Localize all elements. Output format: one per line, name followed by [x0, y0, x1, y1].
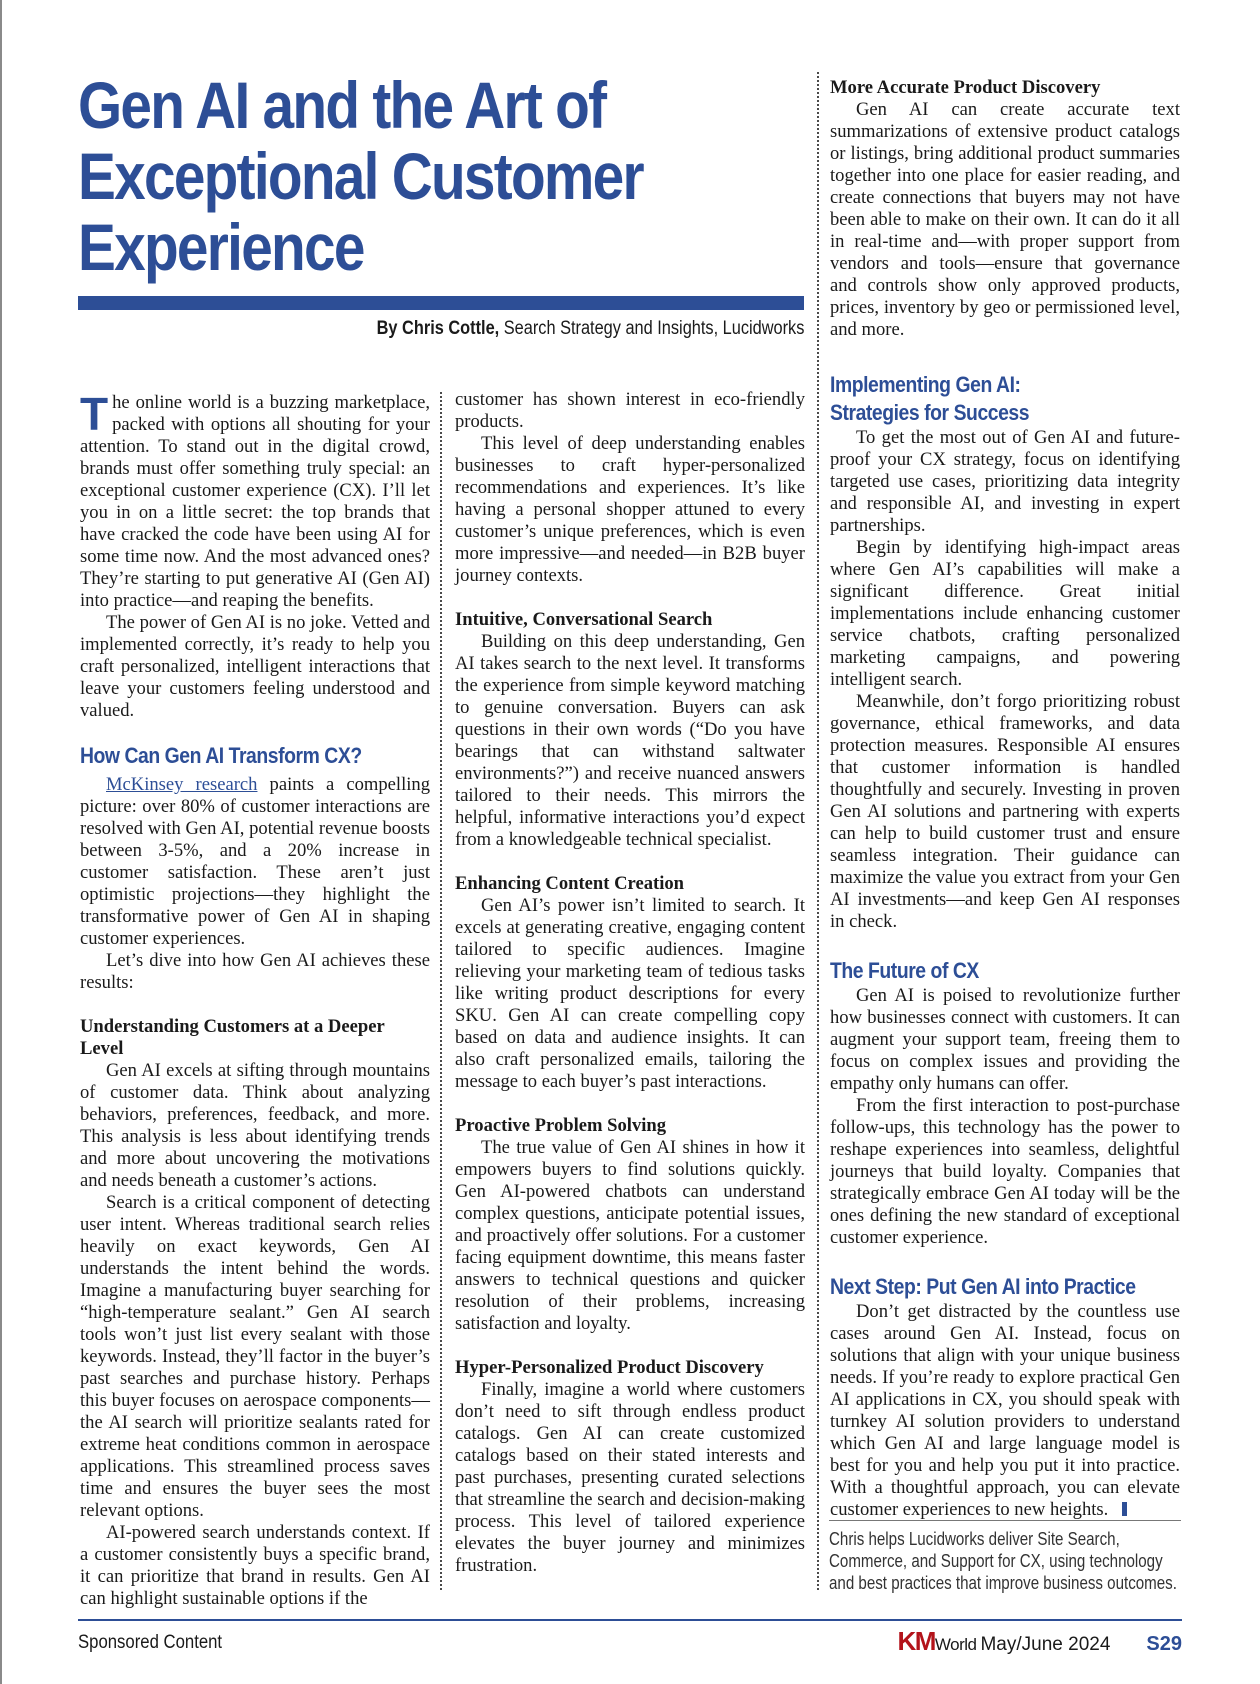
subhead-accurate: More Accurate Product Discovery	[830, 77, 1101, 98]
column-divider-2	[817, 72, 819, 1590]
article-title	[78, 70, 714, 283]
implementing-paragraph-1: To get the most out of Gen AI and future-proof your CX strategy, focus on identifying targeted use cases, prioritizing data integrity and responsible AI, and investing in expert partnerships.	[830, 427, 1180, 536]
accurate-paragraph: Gen AI can create accurate text summarizations of extensive product catalogs or listings, bring additional product summaries together into one place for easier reading, and create connections that buyers may not have been able to make on their own. It can do it all in real-time and—with proper support from vendors and tools—ensure that governance and controls show only approved products, prices, inventory by geo or permissioned level, and more.	[830, 99, 1180, 340]
future-paragraph-2: From the first interaction to post-purchase follow-ups, this technology has the power to reshape experiences into seamless, delightful journeys that build loyalty. Companies that strategically embrace Gen AI today will be the ones defining the new standard of exceptional customer experience.	[830, 1095, 1180, 1248]
subhead-understanding: Understanding Customers at a Deeper Level	[80, 1016, 385, 1059]
column-3	[830, 77, 1180, 1521]
heading-implementing-1: Implementing Gen AI:	[830, 372, 1021, 397]
column-divider-1	[440, 392, 442, 1590]
byline-role: Search Strategy and Insights, Lucidworks	[503, 318, 804, 339]
byline-author: By Chris Cottle,	[376, 318, 499, 339]
understanding-paragraph-2: Search is a critical component of detecting user intent. Whereas traditional search relies heavily on exact keywords, Gen AI understands the intent behind the words. Imagine a manufacturing buyer searching for “high-temperature sealant.” Gen AI search tools won’t just list every sealant with those keywords. Instead, they’ll factor in the buyer’s past searches and purchase history. Perhaps this buyer focuses on aerospace components—the AI search will prioritize sealants rated for extreme heat conditions common in aerospace applications. This streamlined process saves time and ensures the buyer sees the most relevant options.	[80, 1192, 430, 1521]
hyper-paragraph: Finally, imagine a world where customers don’t need to sift through endless product catalogs. Gen AI can create customized catalogs based on their stated interests and past purchases, presenting curated selections that streamline the search and decision-making process. This level of tailored experience elevates the buyer journey and minimizes frustration.	[455, 1379, 805, 1576]
transform-paragraph-1: McKinsey research paints a compelling picture: over 80% of customer interactions are resolved with Gen AI, potential revenue boosts between 3-5%, and a 20% increase in customer satisfaction. These aren’t just optimistic projections—they highlight the transformative power of Gen AI in shaping customer experiences.	[80, 774, 430, 949]
transform-paragraph-2: Let’s dive into how Gen AI achieves these results:	[80, 950, 430, 993]
understanding-paragraph-3: AI-powered search understands context. If a customer consistently buys a specific brand, it can prioritize that brand in results. Gen AI can highlight sustainable options if the	[80, 1522, 430, 1609]
bio-rule	[829, 1520, 1181, 1521]
understanding-paragraph-1: Gen AI excels at sifting through mountains of customer data. Think about analyzing behaviors, preferences, feedback, and more. This analysis is less about identifying trends and more about uncovering the motivations and needs beneath a customer’s actions.	[80, 1060, 430, 1191]
implementing-paragraph-3: Meanwhile, don’t forgo prioritizing robust governance, ethical frameworks, and data protection measures. Responsible AI ensures that customer information is handled thoughtfully and securely. Investing in proven Gen AI solutions and partnering with experts can help to build customer trust and ensure seamless integration. Their guidance can maximize the value you extract from your Gen AI investments—and keep Gen AI responses in check.	[830, 691, 1180, 932]
kmworld-logo-world: World	[934, 1635, 977, 1654]
footer-rule	[78, 1619, 1182, 1621]
content-paragraph: Gen AI’s power isn’t limited to search. It excels at generating creative, engaging content tailored to specific audiences. Imagine relieving your marketing team of tedious tasks like writing product descriptions for every SKU. Gen AI can create compelling copy based on data and audience insights. It can also craft personalized emails, tailoring the message to each buyer’s past interactions.	[455, 895, 805, 1092]
subhead-search: Intuitive, Conversational Search	[455, 609, 713, 630]
end-mark-icon	[1122, 1502, 1127, 1516]
implementing-paragraph-2: Begin by identifying high-impact areas where Gen AI’s capabilities will make a significant difference. Great initial implementations include enhancing customer service chatbots, crafting personalized marketing campaigns, and powering intelligent search.	[830, 537, 1180, 690]
drop-cap: T	[80, 388, 109, 440]
intro-paragraph-1: The online world is a buzzing marketplace, packed with options all shouting for your attention. To stand out in the digital crowd, brands must offer something truly special: an exceptional customer experience (CX). I’ll let you in on a little secret: the top brands that have cracked the code have been using AI for some time now. And the most advanced ones? They’re starting to put generative AI (Gen AI) into practice—and reaping the benefits.	[80, 388, 430, 611]
search-paragraph: Building on this deep understanding, Gen AI takes search to the next level. It transforms the experience from simple keyword matching to genuine conversation. Buyers can ask questions in their own words (“Do you have bearings that can withstand saltwater environments?”) and receive nuanced answers tailored to their needs. This mirrors the helpful, informative interactions you’d expect from a knowledgeable technical specialist.	[455, 631, 805, 850]
footer-publication	[897, 1626, 1182, 1657]
mckinsey-research-link[interactable]: McKinsey research	[106, 774, 258, 795]
subhead-proactive: Proactive Problem Solving	[455, 1115, 667, 1136]
title-line-1: Gen AI and the Art of	[78, 68, 606, 142]
column-2	[455, 389, 805, 1577]
title-line-2: Exceptional Customer	[78, 139, 643, 213]
column-1	[80, 388, 430, 1610]
heading-implementing-2: Strategies for Success	[830, 400, 1030, 425]
title-line-3: Experience	[78, 210, 364, 284]
byline	[376, 318, 804, 340]
deep-understanding-paragraph: This level of deep understanding enables businesses to craft hyper-personalized recommendations and experiences. It’s like having a personal shopper attuned to every customer’s unique preferences, which is even more impressive—and needed—in B2B buyer journey contexts.	[455, 433, 805, 586]
page-number: S29	[1146, 1633, 1182, 1655]
author-bio: Chris helps Lucidworks deliver Site Search, Commerce, and Support for CX, using technology and best practices that improve business outcomes.	[829, 1529, 1177, 1593]
heading-transform: How Can Gen AI Transform CX?	[80, 743, 362, 768]
heading-next-step: Next Step: Put Gen AI into Practice	[830, 1274, 1136, 1299]
heading-future: The Future of CX	[830, 958, 979, 983]
kmworld-logo: KM	[897, 1626, 935, 1656]
footer-sponsored: Sponsored Content	[78, 1632, 223, 1653]
future-paragraph-1: Gen AI is poised to revolutionize further how businesses connect with customers. It can augment your support team, freeing them to focus on complex issues and providing the empathy only humans can offer.	[830, 985, 1180, 1094]
next-step-paragraph: Don’t get distracted by the countless use cases around Gen AI. Instead, focus on solutions that align with your unique business needs. If you’re ready to explore practical Gen AI applications in CX, you should speak with turnkey AI solution providers to understand which Gen AI and large language model is best for you and help you put it into practice. With a thoughtful approach, you can elevate customer experiences to new heights.	[830, 1301, 1180, 1520]
continued-paragraph: customer has shown interest in eco-friendly products.	[455, 389, 805, 432]
intro-paragraph-2: The power of Gen AI is no joke. Vetted and implemented correctly, it’s ready to help you craft personalized, intelligent interactions that leave your customers feeling understood and valued.	[80, 612, 430, 721]
page-edge-line	[0, 0, 2, 1684]
title-rule	[78, 296, 804, 310]
subhead-content: Enhancing Content Creation	[455, 873, 685, 894]
footer-issue: May/June 2024	[980, 1634, 1111, 1655]
subhead-hyper: Hyper-Personalized Product Discovery	[455, 1357, 764, 1378]
proactive-paragraph: The true value of Gen AI shines in how it empowers buyers to find solutions quickly. Gen AI-powered chatbots can understand complex questions, anticipate potential issues, and proactively offer solutions. For a customer facing equipment downtime, this means faster answers to technical questions and quicker resolution of their problems, increasing satisfaction and loyalty.	[455, 1137, 805, 1334]
